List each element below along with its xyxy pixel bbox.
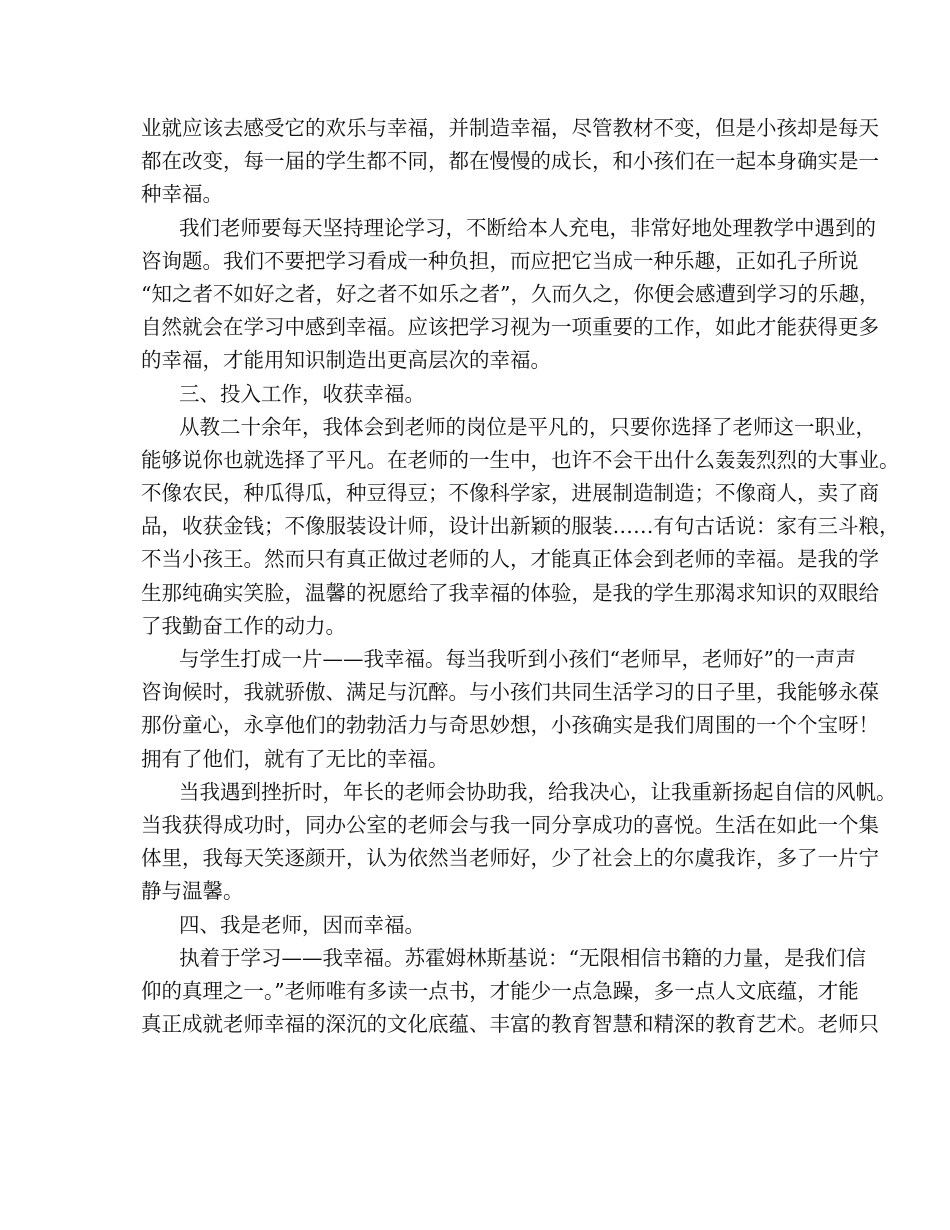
paragraph-first-line: 我们老师要每天坚持理论学习，不断给本人充电，非常好地处理教学中遇到的: [179, 215, 876, 240]
text-line: 种幸福。: [141, 182, 223, 207]
text-line: 的幸福，才能用知识制造出更高层次的幸福。: [141, 348, 551, 373]
text-line: 静与温馨。: [141, 879, 244, 904]
text-line: 拥有了他们，就有了无比的幸福。: [141, 746, 449, 771]
paragraph-first-line: 从教二十余年，我体会到老师的岗位是平凡的，只要你选择了老师这一职业，: [179, 414, 876, 439]
text-line: 生那纯确实笑脸，温馨的祝愿给了我幸福的体验，是我的学生那渴求知识的双眼给: [141, 580, 879, 605]
text-line: 业就应该去感受它的欢乐与幸福，并制造幸福，尽管教材不变，但是小孩却是每天: [141, 116, 879, 140]
text-line: 当我获得成功时，同办公室的老师会与我一同分享成功的喜悦。生活在如此一个集: [141, 812, 879, 837]
text-line: 那份童心，永享他们的勃勃活力与奇思妙想，小孩确实是我们周围的一个个宝呀！: [141, 713, 879, 738]
document-body: [141, 112, 900, 1041]
text-line: 不当小孩王。然而只有真正做过老师的人，才能真正体会到老师的幸福。是我的学: [141, 547, 879, 572]
text-line: 真正成就老师幸福的深沉的文化底蕴、丰富的教育智慧和精深的教育艺术。老师只: [141, 1012, 879, 1037]
text-line: 能够说你也就选择了平凡。在老师的一生中，也许不会干出什么轰轰烈烈的大事业。: [141, 447, 900, 472]
paragraph-first-line: 三、投入工作，收获幸福。: [179, 381, 425, 406]
text-line: 自然就会在学习中感到幸福。应该把学习视为一项重要的工作，如此才能获得更多: [141, 315, 879, 340]
text-line: 仰的真理之一。”老师唯有多读一点书，才能少一点急躁，多一点人文底蕴，才能: [141, 978, 859, 1003]
paragraph-first-line: 执着于学习——我幸福。苏霍姆林斯基说：“无限相信书籍的力量，是我们信: [179, 945, 866, 970]
paragraph-first-line: 四、我是老师，因而幸福。: [179, 912, 425, 937]
text-line: 咨询候时，我就骄傲、满足与沉醉。与小孩们共同生活学习的日子里，我能够永葆: [141, 680, 879, 705]
text-line: 品，收获金钱；不像服装设计师，设计出新颖的服装……有句古话说：家有三斗粮，: [141, 514, 900, 539]
text-line: “知之者不如好之者，好之者不如乐之者”，久而久之，你便会感遭到学习的乐趣，: [141, 281, 880, 306]
text-line: 咨询题。我们不要把学习看成一种负担，而应把它当成一种乐趣，正如孔子所说: [141, 248, 859, 273]
text-line: 不像农民，种瓜得瓜，种豆得豆；不像科学家，进展制造制造；不像商人，卖了商: [141, 481, 879, 506]
paragraph-first-line: 当我遇到挫折时，年长的老师会协助我，给我决心，让我重新扬起自信的风帆。: [179, 779, 897, 804]
text-line: 都在改变，每一届的学生都不同，都在慢慢的成长，和小孩们在一起本身确实是一: [141, 149, 879, 174]
paragraph-first-line: 与学生打成一片——我幸福。每当我听到小孩们“老师早，老师好”的一声声: [179, 647, 856, 671]
text-line: 体里，我每天笑逐颜开，认为依然当老师好，少了社会上的尔虞我诈，多了一片宁: [141, 846, 879, 871]
text-line: 了我勤奋工作的动力。: [141, 613, 346, 638]
